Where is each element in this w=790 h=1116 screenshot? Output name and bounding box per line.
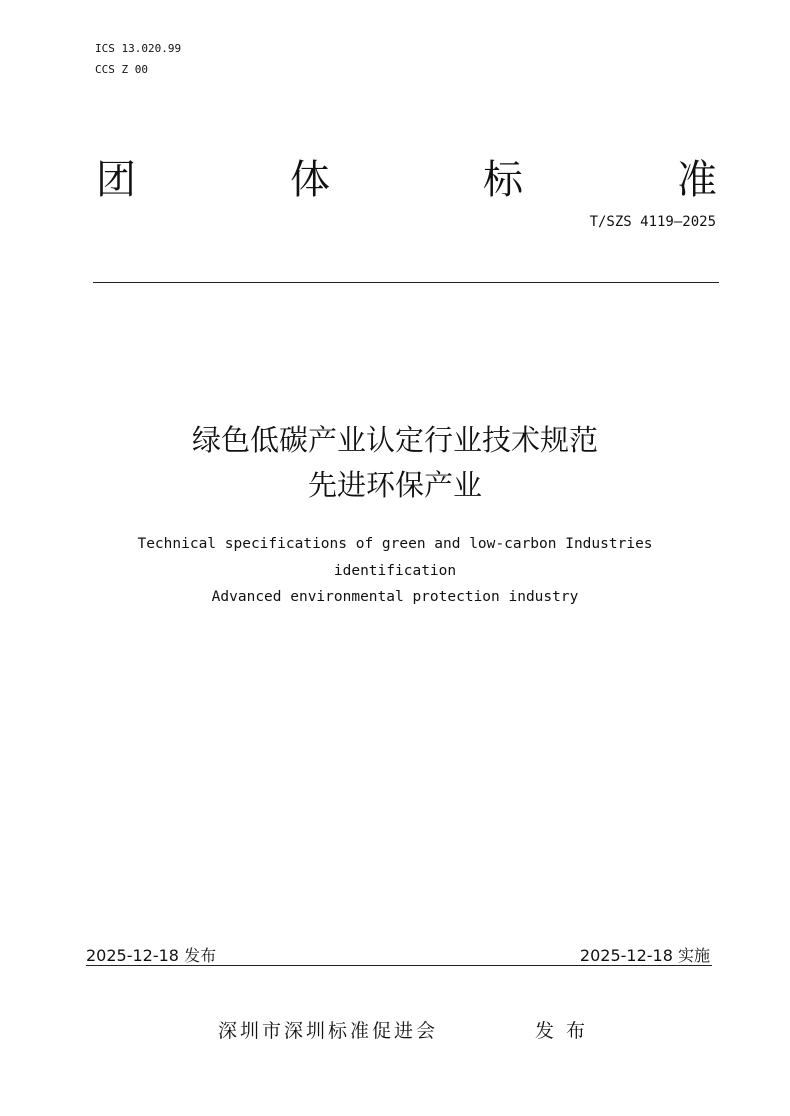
title-en-line-1: Technical specifications of green and low-carbon Industries	[137, 536, 653, 552]
publisher-action: 发 布	[535, 1020, 589, 1042]
footer-divider	[86, 965, 712, 966]
standard-type-char-1: 团	[96, 157, 136, 203]
header-divider	[93, 282, 719, 283]
standard-type-char-3: 标	[483, 157, 523, 203]
standard-type-char-4: 准	[677, 157, 717, 203]
title-cn-line-2: 先进环保产业	[307, 468, 482, 502]
standard-type-char-2: 体	[290, 157, 330, 203]
implementation-date: 2025-12-18 实施	[579, 946, 710, 965]
title-en-line-2: identification	[333, 563, 457, 579]
standard-number: T/SZS 4119—2025	[589, 214, 716, 230]
publisher-name: 深圳市深圳标准促进会	[218, 1020, 439, 1042]
issue-date: 2025-12-18 发布	[86, 946, 217, 965]
ics-code: ICS 13.020.99	[95, 42, 182, 55]
title-en-line-3: Advanced environmental protection industry	[211, 589, 579, 605]
ccs-code: CCS Z 00	[95, 63, 148, 76]
title-cn-line-1: 绿色低碳产业认定行业技术规范	[191, 423, 598, 457]
